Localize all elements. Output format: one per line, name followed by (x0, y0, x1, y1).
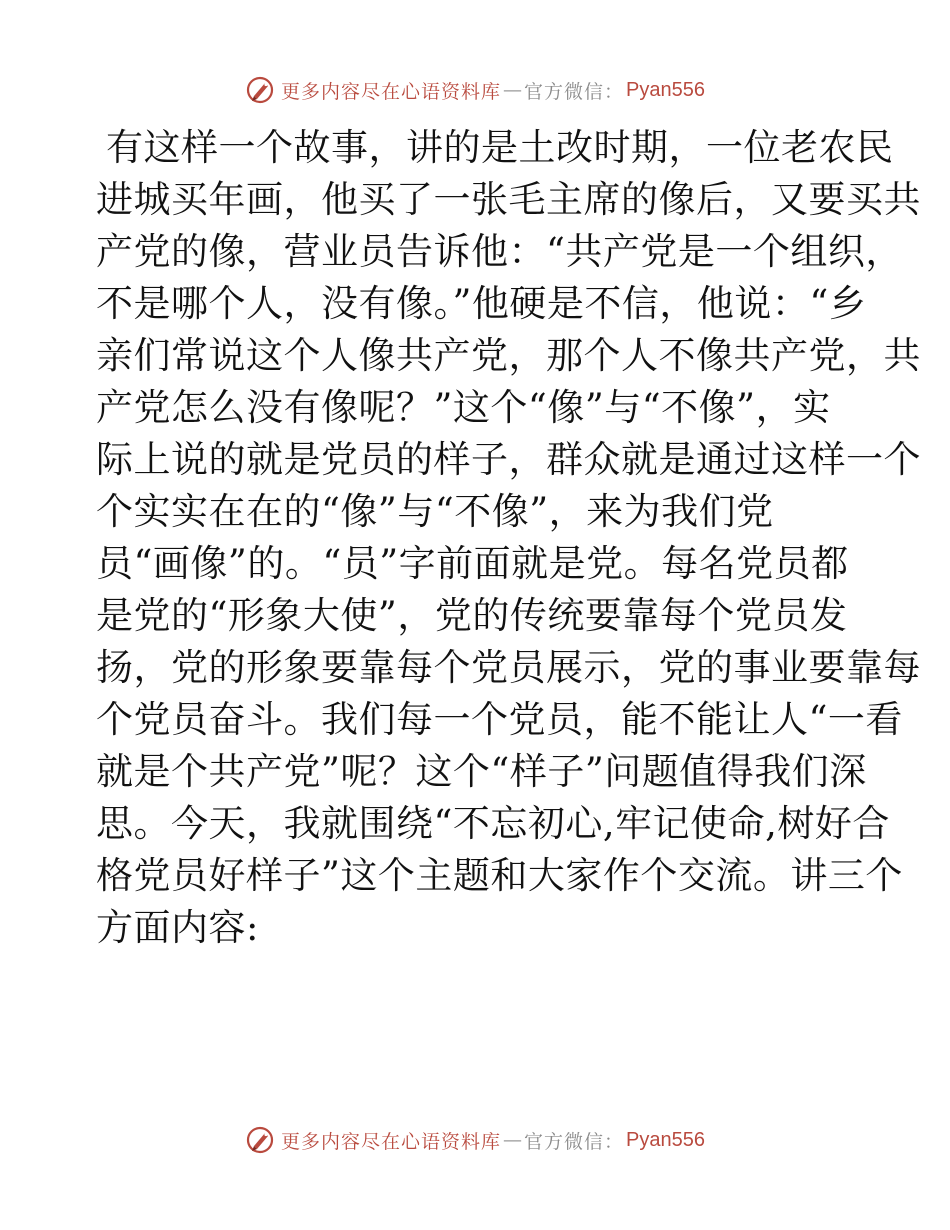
body-line: 是党的“形象大使”，党的传统要靠每个党员发 (96, 594, 848, 637)
footer-wechat-label: 官方微信： (524, 1130, 625, 1153)
body-line: 个实实在在的“像”与“不像”，来为我们党 (96, 490, 774, 533)
footer-banner (0, 1122, 950, 1158)
document-body (96, 122, 921, 954)
header-banner (0, 72, 950, 108)
body-line: 员“画像”的。“员”字前面就是党。每名党员都 (96, 542, 849, 585)
header-wechat-id: Pyan556 (626, 78, 705, 101)
header-separator: — (503, 79, 523, 101)
footer-wechat-id: Pyan556 (626, 1128, 705, 1151)
body-line: 扬，党的形象要靠每个党员展示，党的事业要靠每 (96, 646, 921, 689)
body-line: 产党的像，营业员告诉他：“共产党是一个组织， (96, 230, 903, 273)
footer-separator: — (503, 1129, 523, 1151)
pen-logo-icon (245, 75, 275, 105)
body-line: 进城买年画，他买了一张毛主席的像后，又要买共 (96, 178, 921, 221)
body-line: 产党怎么没有像呢？”这个“像”与“不像”，实 (96, 386, 831, 429)
body-line: 有这样一个故事，讲的是土改时期，一位老农民 (106, 126, 894, 169)
body-line: 思。今天，我就围绕“不忘初心,牢记使命,树好合 (96, 802, 890, 845)
body-line: 个党员奋斗。我们每一个党员，能不能让人“一看 (96, 698, 903, 741)
body-line: 就是个共产党”呢？这个“样子”问题值得我们深 (96, 750, 867, 793)
body-line: 方面内容: (96, 906, 259, 949)
pen-logo-icon (245, 1125, 275, 1155)
body-line: 格党员好样子”这个主题和大家作个交流。讲三个 (96, 854, 903, 897)
body-line: 不是哪个人，没有像。”他硬是不信，他说：“乡 (96, 282, 867, 325)
header-wechat-label: 官方微信： (524, 80, 625, 103)
header-brand-text: 更多内容尽在心语资料库 (281, 80, 502, 103)
body-line: 亲们常说这个人像共产党，那个人不像共产党，共 (96, 334, 921, 377)
footer-brand-text: 更多内容尽在心语资料库 (281, 1130, 502, 1153)
body-line: 际上说的就是党员的样子，群众就是通过这样一个 (96, 438, 921, 481)
